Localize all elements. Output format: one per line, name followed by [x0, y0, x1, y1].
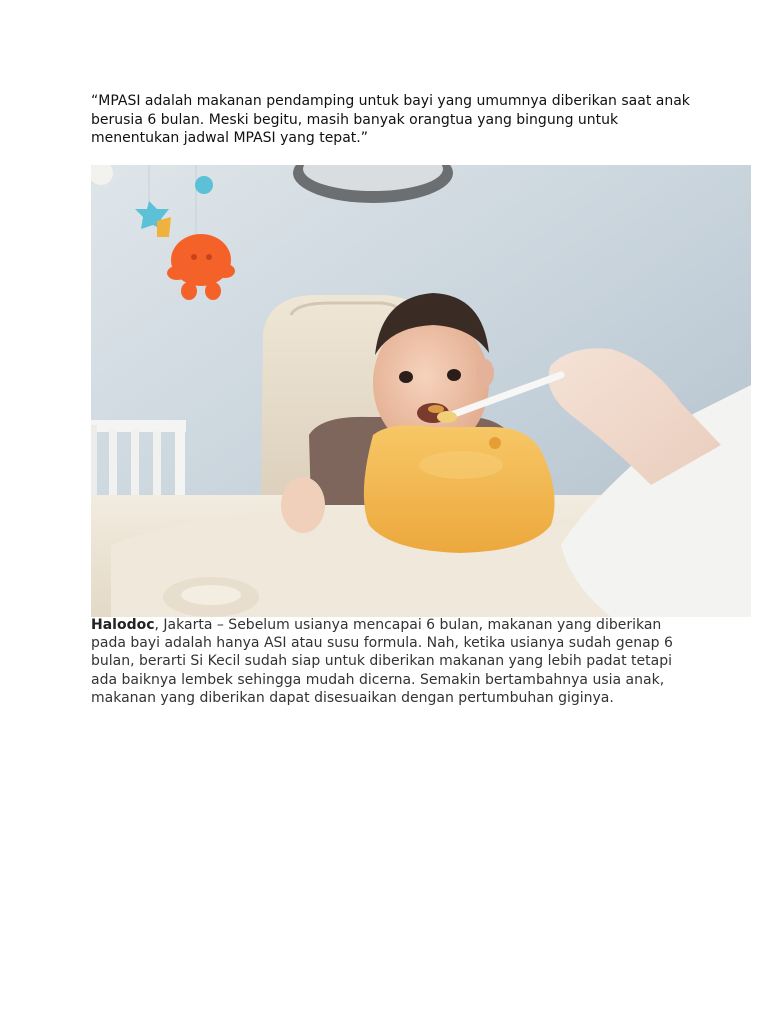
article-lead-paragraph [91, 616, 691, 707]
baby-hand [281, 477, 325, 533]
ball-toy [195, 176, 213, 194]
article-photo [91, 165, 751, 617]
source-name: Halodoc [91, 617, 155, 633]
baby-bib [364, 425, 555, 553]
lead-text: , Jakarta – Sebelum usianya mencapai 6 bulan, makanan yang diberikan pada bayi adalah hanya ASI atau susu formula. Nah, ketika usianya sudah genap 6 bulan, berarti Si Kecil sudah siap untuk diberikan makanan yang lebih padat tetapi ada baiknya lembek sehingga mudah dicerna. Semakin bertambahnya usia anak, makanan yang diberikan dapat disesuaikan dengan pertumbuhan giginya. [91, 617, 673, 706]
intro-quote: “MPASI adalah makanan pendamping untuk bayi yang umumnya diberikan saat anak berusia 6 bulan. Meski begitu, masih banyak orangtua yang bingung untuk menentukan jadwal MPASI yang tepat.” [91, 93, 690, 146]
